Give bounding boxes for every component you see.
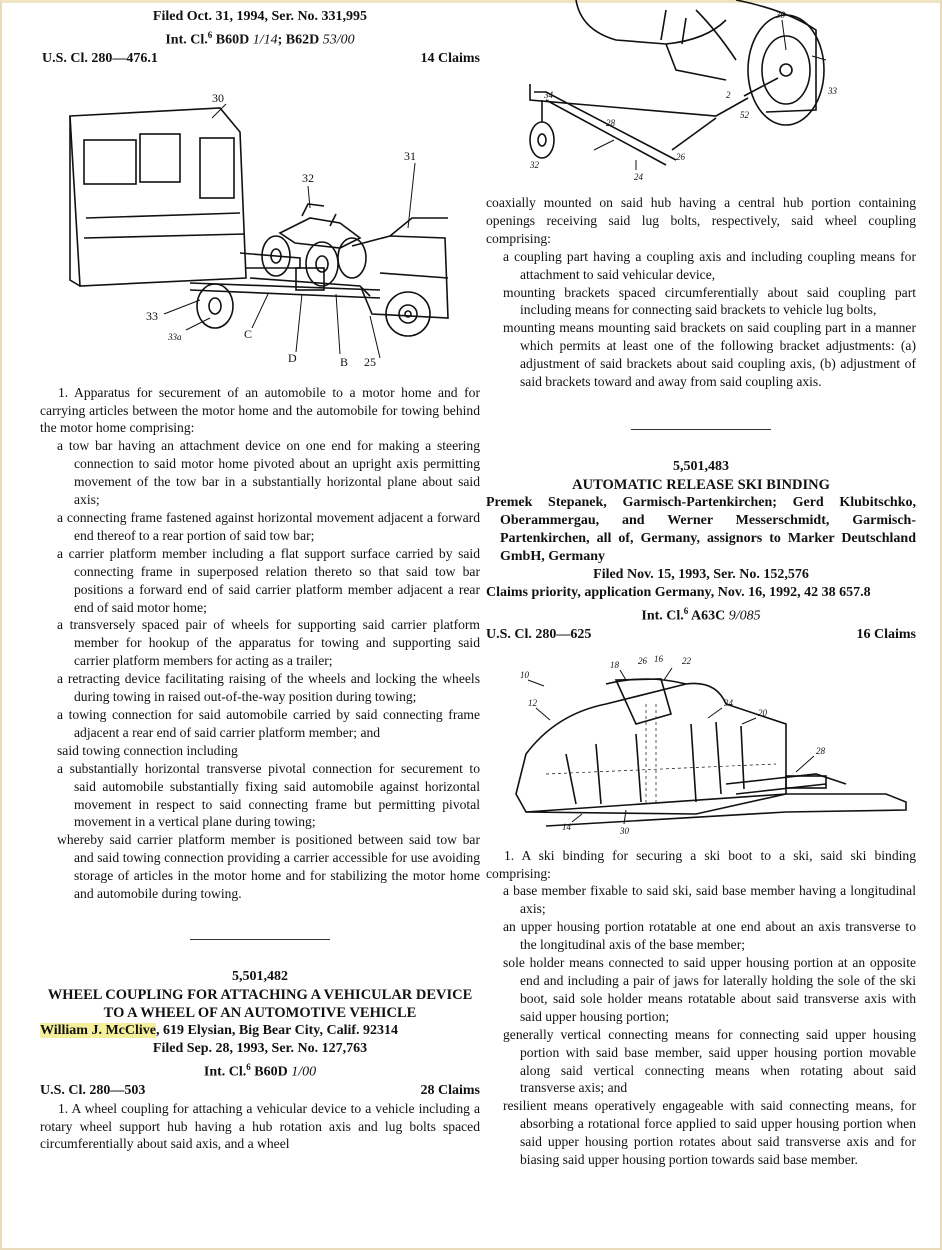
- claim-1-item: a connecting frame fastened against horizontal movement adjacent a forward end thereof to a rear portion of said tow bar;: [57, 510, 480, 543]
- uscl-row-1: [42, 50, 480, 68]
- inventor-line-482: William J. McClive, 619 Elysian, Big Bear City, Calif. 92314: [40, 1022, 399, 1038]
- fig3-label-30: 30: [620, 825, 629, 836]
- continuation-item: mounting means mounting said brackets on said coupling part in a manner which permits at least one of the following bracket adjustments: (a) adjustment of said brackets about said coupling axis, (b) adjustment of said brackets toward and away from said coupling axis.: [503, 320, 916, 390]
- fig1-label-33: 33: [146, 308, 158, 323]
- fig3-label-22: 22: [682, 655, 691, 666]
- fig2-label-26: 26: [676, 152, 685, 162]
- fig3-label-10: 10: [520, 669, 529, 680]
- claim-483-item: a base member fixable to said ski, said base member having a longitudinal axis;: [503, 883, 916, 917]
- inventor-name-highlight: William J. McClive: [40, 1022, 156, 1038]
- filed-line-483: Filed Nov. 15, 1993, Ser. No. 152,576: [593, 566, 809, 582]
- claim-1-item: a carrier platform member including a flat support surface carried by said connecting frame in superposed relation thereto so that said tow bar positions a forward end of said carrier platform member adjacent a rear end of said motor home;: [57, 545, 480, 615]
- uscl-483: U.S. Cl. 280—625: [486, 626, 592, 642]
- uscl-1: U.S. Cl. 280—476.1: [42, 50, 158, 66]
- left-column: [40, 0, 480, 1153]
- claim-483-item: an upper housing portion rotatable at one end about an axis transverse to the longitudinal axis of the base member;: [503, 919, 916, 953]
- fig2-label-30: 30: [776, 10, 785, 20]
- claim-1-item: whereby said carrier platform member is positioned between said tow bar and said towing connection providing a carrier accessible for use avoiding storage of articles in the motor home and for stabilizing the motor home and automobile during towing.: [57, 832, 480, 902]
- continuation-lead: coaxially mounted on said hub having a central hub portion containing openings receiving said lug bolts, respectively, said wheel coupling comprising:: [486, 195, 916, 246]
- fig3-label-12: 12: [528, 697, 537, 708]
- patent-title-482: WHEEL COUPLING FOR ATTACHING A VEHICULAR DEVICE TO A WHEEL OF AN AUTOMOTIVE VEHICLE: [47, 986, 473, 1021]
- fig3-label-34: 34: [724, 697, 733, 708]
- right-column: [486, 0, 916, 1169]
- claim-1-item: a towing connection for said automobile carried by said connecting frame adjacent a rear end of said carrier platform member; and: [57, 706, 480, 740]
- claim-482-lead: 1. A wheel coupling for attaching a vehicular device to a vehicle including a rotary wheel support hub having a hub rotation axis and lug bolts spaced circumferentially about said axis, and a wheel: [40, 1100, 480, 1152]
- priority-483: Claims priority, application Germany, Nov. 16, 1992, 42 38 657.8: [486, 584, 871, 600]
- uscl-row-482: [40, 1082, 480, 1100]
- claim-1-item: a transversely spaced pair of wheels for supporting said carrier platform member for hookup of the apparatus for towing and supporting said carrier platform members for acting as a trailer;: [57, 617, 480, 669]
- filed-line-482: Filed Sep. 28, 1993, Ser. No. 127,763: [152, 1040, 368, 1056]
- intcl-line-482: Int. Cl.$^6$ B60D 1/00: [203, 1061, 317, 1080]
- fig2-label-24: 24: [634, 172, 643, 182]
- fig3-label-26: 26: [638, 655, 647, 666]
- intcl-line-483: Int. Cl.$^6$ A63C 9/085: [641, 605, 761, 624]
- fig2-label-28: 28: [606, 118, 615, 128]
- fig1-label-31: 31: [404, 148, 416, 163]
- claim-483-lead: 1. A ski binding for securing a ski boot to a ski, said ski binding comprising:: [486, 847, 916, 881]
- fig3-label-16: 16: [654, 653, 663, 664]
- fig1-label-33a: 33a: [168, 331, 182, 342]
- fig1-label-d: D: [288, 350, 297, 365]
- fig1-label-32: 32: [302, 170, 314, 185]
- uscl-482: U.S. Cl. 280—503: [40, 1082, 146, 1098]
- continuation-item: mounting brackets spaced circumferentially about said coupling part including means for connecting said brackets to vehicle lug bolts,: [503, 284, 916, 318]
- claims-count-1: 14 Claims: [420, 50, 480, 66]
- claim-1-plain: said towing connection including: [57, 742, 238, 758]
- claim-1-lead: 1. Apparatus for securement of an automobile to a motor home and for carrying articles between the motor home and the automobile for towing behind the motor home comprising:: [40, 384, 480, 436]
- filed-line-1: Filed Oct. 31, 1994, Ser. No. 331,995: [152, 9, 368, 24]
- continuation-item: a coupling part having a coupling axis and including coupling means for attachment to said vehicular device,: [503, 248, 916, 282]
- fig1-label-25: 25: [364, 354, 376, 368]
- fig2-label-34: 34: [544, 90, 553, 100]
- claim-1-item: a tow bar having an attachment device on one end for making a steering connection to said motor home pivoted about an upright axis permitting movement of the tow bar in a substantially horizontal plane about said axis;: [57, 438, 480, 508]
- fig2-label-52: 52: [740, 110, 749, 120]
- patent-number-482: 5,501,482: [232, 968, 288, 984]
- figure-tow-carrier: [40, 68, 480, 368]
- fig1-label-c: C: [244, 326, 253, 341]
- patent-number-483: 5,501,483: [673, 458, 729, 474]
- fig3-label-20: 20: [758, 707, 767, 718]
- intcl-line-1: Int. Cl.$^6$ B60D 1/14; B62D 53/00: [165, 30, 355, 48]
- patent-title-483: AUTOMATIC RELEASE SKI BINDING: [572, 476, 830, 493]
- uscl-row-483: [486, 626, 916, 644]
- figure-wheel-coupling: [486, 0, 916, 190]
- claims-count-482: 28 Claims: [420, 1082, 480, 1098]
- claim-483-item: resilient means operatively engageable with said connecting means, for absorbing a rotational force applied to said upper housing portion when said upper housing portion rotates about said transverse axis and for biasing said upper housing portion towards said base member.: [503, 1098, 916, 1168]
- claim-483-item: generally vertical connecting means for connecting said upper housing portion with said base member, said upper housing portion movable along said vertical connecting means when rotating about said transverse axis; and: [503, 1026, 916, 1096]
- claim-483-item: sole holder means connected to said upper housing portion at an opposite end and including a pair of jaws for laterally holding the sole of the ski boot, said sole holder means rotatable about said transverse axis with said upper housing portion;: [503, 955, 916, 1024]
- fig2-label-32: 32: [530, 160, 539, 170]
- fig3-label-18: 18: [610, 659, 619, 670]
- claim-1-item: a substantially horizontal transverse pivotal connection for securement to said automobile substantially fixing said automobile against horizontal movement in respect to said connecting frame but permitting pivotal movement in a vertical plane during towing;: [57, 760, 480, 830]
- fig2-label-2: 2: [726, 90, 731, 100]
- figure-ski-binding: [486, 644, 916, 839]
- fig3-label-14: 14: [562, 821, 571, 832]
- fig1-label-b: B: [340, 354, 349, 368]
- fig1-label-30: 30: [212, 90, 224, 105]
- fig2-label-33: 33: [828, 86, 837, 96]
- claims-count-483: 16 Claims: [856, 626, 916, 642]
- inventors-483: Premek Stepanek, Garmisch-Partenkirchen; Gerd Klubitschko, Oberammergau, and Werner Messerschmidt, Garmisch-Partenkirchen, all of, Germany, assignors to Marker Deutschland GmbH, Germany: [486, 494, 916, 564]
- fig3-label-28: 28: [816, 745, 825, 756]
- claim-1-item: a retracting device facilitating raising of the wheels and locking the wheels during towing in raised out-of-the-way position during towing;: [57, 671, 480, 705]
